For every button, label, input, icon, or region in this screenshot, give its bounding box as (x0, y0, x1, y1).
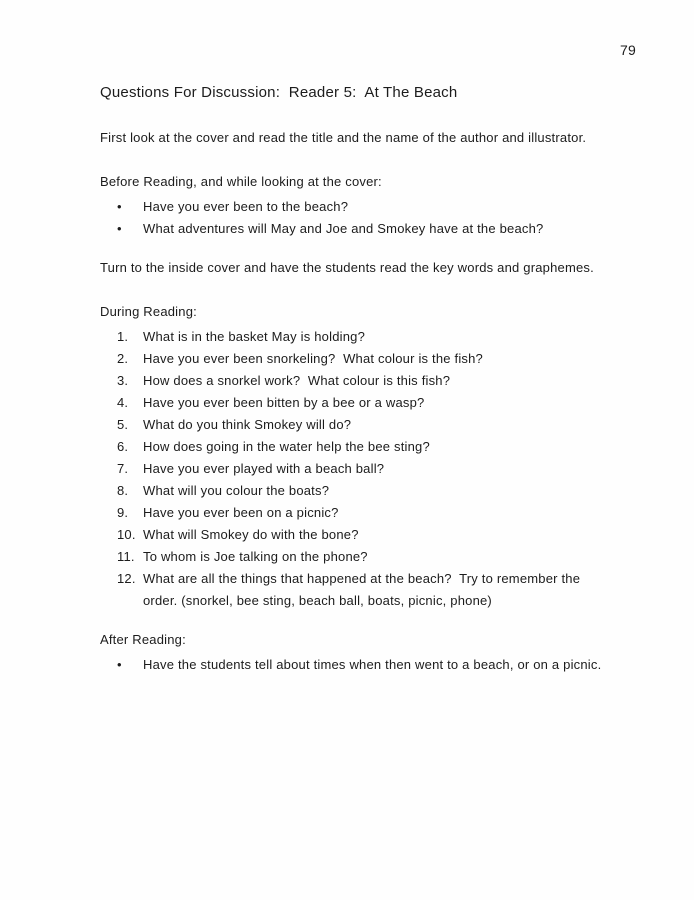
list-item (117, 392, 606, 414)
list-item-number: 9. (117, 505, 129, 520)
list-item-text: How does a snorkel work? What colour is this fish? (143, 373, 451, 388)
list-item (117, 370, 606, 392)
before-reading-heading: Before Reading, and while looking at the cover: (100, 174, 382, 189)
before-reading-list (117, 196, 606, 240)
list-item-text: What are all the things that happened at the beach? Try to remember the order. (snorkel, bee sting, beach ball, boats, picnic, phone) (143, 571, 584, 608)
list-item-number: 11. (117, 549, 135, 564)
during-reading-list (117, 326, 606, 612)
list-item-text: Have you ever played with a beach ball? (143, 461, 385, 476)
list-item-text: Have you ever been snorkeling? What colour is the fish? (143, 351, 483, 366)
list-item-text: What will Smokey do with the bone? (143, 527, 359, 542)
list-item-number: 4. (117, 395, 129, 410)
list-item-number: 1. (117, 329, 129, 344)
after-reading-list (117, 654, 606, 676)
list-item (117, 458, 606, 480)
inside-cover-paragraph: Turn to the inside cover and have the students read the key words and graphemes. (100, 260, 594, 275)
list-item-number: 7. (117, 461, 129, 476)
list-item (117, 326, 606, 348)
list-item (117, 524, 606, 546)
list-item (117, 568, 606, 612)
list-item (117, 480, 606, 502)
list-item-number: 3. (117, 373, 129, 388)
list-item-text: What do you think Smokey will do? (143, 417, 352, 432)
list-item (117, 546, 606, 568)
list-item-number: 10. (117, 527, 136, 542)
bullet-icon: • (117, 657, 122, 672)
bullet-icon: • (117, 199, 122, 214)
list-item-text: Have you ever been bitten by a bee or a wasp? (143, 395, 425, 410)
list-item (117, 414, 606, 436)
list-item-number: 12. (117, 571, 136, 586)
intro-paragraph: First look at the cover and read the title and the name of the author and illustrator. (100, 130, 587, 145)
list-item-text: What adventures will May and Joe and Smokey have at the beach? (143, 221, 544, 236)
list-item (117, 502, 606, 524)
after-reading-heading: After Reading: (100, 632, 186, 647)
list-item-text: Have the students tell about times when then went to a beach, or on a picnic. (143, 657, 602, 672)
list-item-number: 8. (117, 483, 129, 498)
list-item (117, 436, 606, 458)
during-reading-heading: During Reading: (100, 304, 197, 319)
list-item (117, 196, 606, 218)
list-item-text: What is in the basket May is holding? (143, 329, 366, 344)
list-item (117, 348, 606, 370)
page-number: 79 (620, 42, 636, 58)
list-item-text: What will you colour the boats? (143, 483, 330, 498)
list-item-text: Have you ever been to the beach? (143, 199, 349, 214)
list-item-text: Have you ever been on a picnic? (143, 505, 339, 520)
bullet-icon: • (117, 221, 122, 236)
list-item (117, 654, 606, 676)
list-item-number: 6. (117, 439, 129, 454)
list-item-number: 2. (117, 351, 129, 366)
list-item-text: How does going in the water help the bee sting? (143, 439, 430, 454)
page-title: Questions For Discussion: Reader 5: At The Beach (100, 84, 458, 101)
list-item-text: To whom is Joe talking on the phone? (143, 549, 368, 564)
list-item-number: 5. (117, 417, 129, 432)
list-item (117, 218, 606, 240)
